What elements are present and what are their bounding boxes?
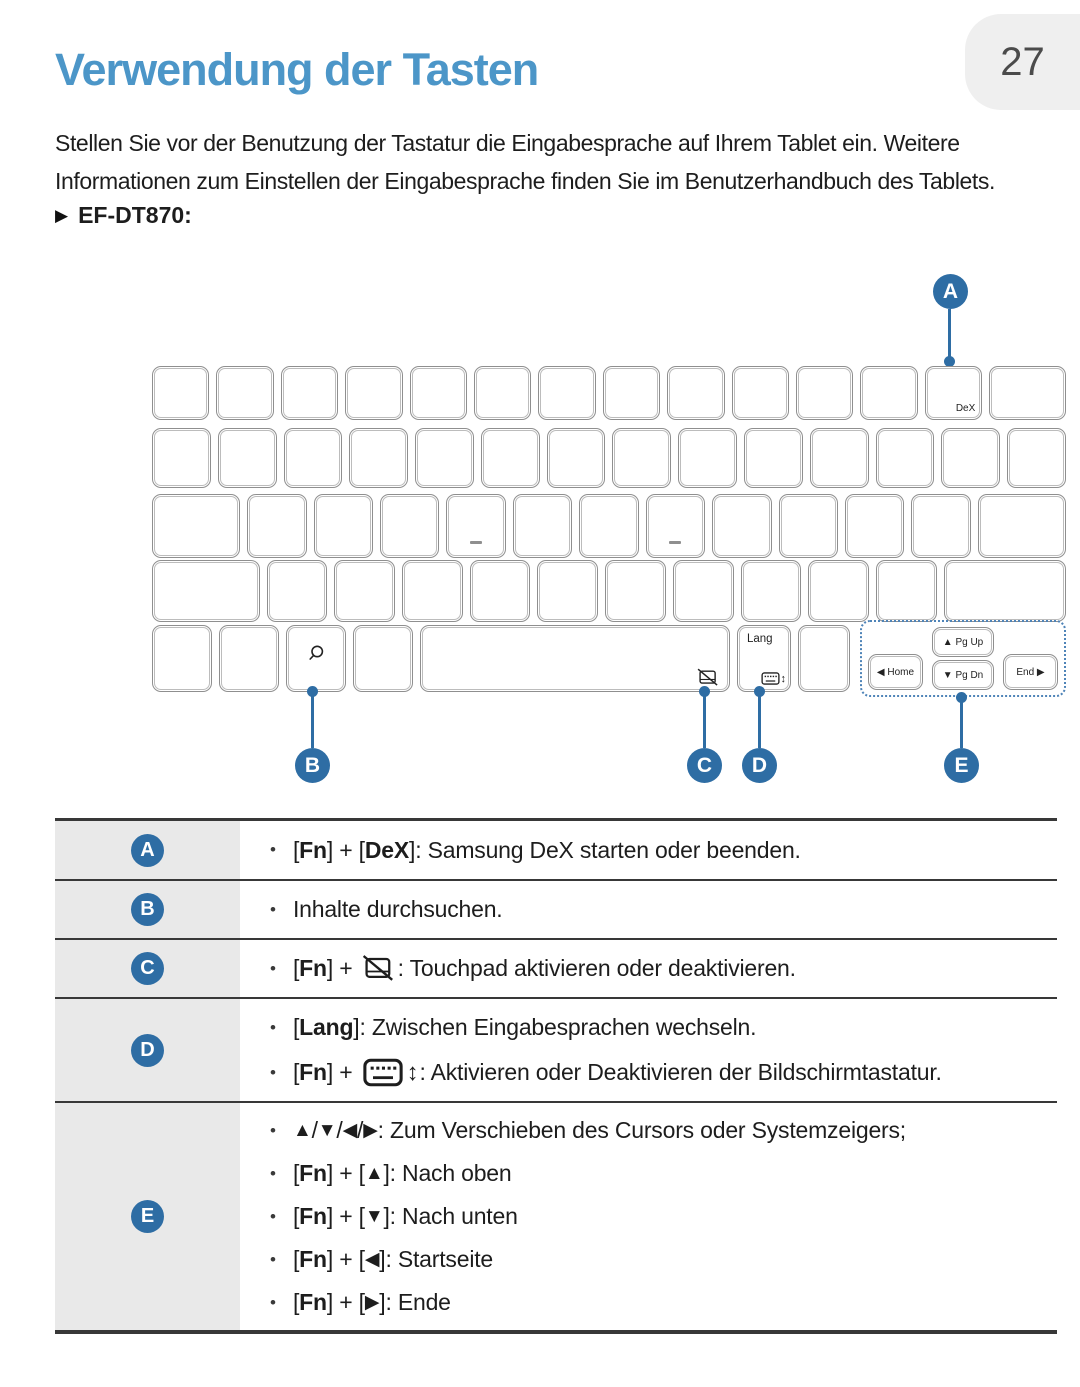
blank-key [334,560,395,622]
bullet-dot: • [270,1017,276,1037]
text-segment: ▶ [364,1292,380,1313]
model-line [55,202,192,229]
text-segment: ] + [ [326,1246,365,1272]
blank-key [470,560,531,622]
search-key [286,625,346,692]
callout-b: B [295,748,330,783]
text-segment: ▲ [364,1162,384,1184]
text-segment: Fn [299,1203,327,1229]
blank-key [808,560,869,622]
table-description-cell [240,940,1057,997]
blank-key [474,366,531,420]
pgdn-key: ▼ Pg Dn [932,660,994,690]
blank-key [446,494,505,558]
text-segment: ]: Startseite [379,1246,494,1272]
bullet-line [268,1281,1047,1324]
blank-key [732,366,789,420]
blank-key [603,366,660,420]
bullet-line [268,1005,1047,1050]
text-segment: ]: Nach oben [383,1160,512,1186]
table-description-cell [240,999,1057,1101]
blank-key [410,366,467,420]
pgup-key: ▲ Pg Up [932,627,994,657]
callout-e-line [960,699,963,748]
blank-key [579,494,638,558]
table-row-c [55,940,1057,999]
text-segment: Fn [299,955,327,981]
blank-key [605,560,666,622]
bullet-line [268,1050,1047,1095]
text-segment: / [336,1117,343,1143]
home-row-dash-mark [669,541,681,544]
text-segment: / [311,1117,318,1143]
text-segment: ▲ [292,1119,312,1141]
text-segment: [ [292,1289,300,1315]
blank-key [978,494,1066,558]
blank-key [860,366,917,420]
text-segment: ]: Nach unten [383,1203,518,1229]
table-badge-cell [55,999,240,1101]
search-icon [304,642,328,666]
bullet-dot: • [270,840,276,859]
blank-key [779,494,838,558]
table-badge-cell [55,940,240,997]
text-segment: : Aktivieren oder Deaktivieren der Bildschirmtastatur. [419,1059,942,1085]
lang-key-label: Lang [747,633,773,645]
keyboard-row-1 [152,366,1066,420]
blank-key [415,428,474,488]
home-row-dash-mark [470,541,482,544]
keyboard-row-3 [152,494,1066,558]
model-label: EF-DT870: [78,202,192,228]
blank-key [944,560,1066,622]
blank-key [152,366,209,420]
table-row-a [55,821,1057,881]
blank-key [481,428,540,488]
bullet-dot: • [270,1206,276,1226]
text-segment: [ [292,1014,300,1040]
blank-key [267,560,328,622]
text-segment: ▶ [363,1120,378,1141]
text-segment: ] + [ [326,1160,365,1186]
blank-key [810,428,869,488]
callout-b-line [311,693,314,748]
updown-arrow-glyph: ↕ [406,1058,419,1086]
bullet-dot: • [270,958,276,978]
blank-key [281,366,338,420]
onscreen-keyboard-icon [363,1057,403,1088]
text-segment: Fn [299,1289,327,1315]
text-segment: ] + [326,1059,359,1085]
text-segment: ]: Zwischen Eingabesprachen wechseln. [353,1014,757,1040]
callout-c: C [687,748,722,783]
badge-a: A [131,834,164,867]
bullet-line [268,946,1047,991]
bullet-line [268,1238,1047,1281]
bullet-line [268,1152,1047,1195]
page-number: 27 [1000,39,1045,84]
text-segment: ] + [326,955,359,981]
blank-key [513,494,572,558]
badge-c: C [131,952,164,985]
bullet-dot: • [270,1249,276,1269]
table-description-cell [240,821,1057,879]
text-segment: ] + [ [326,836,365,863]
table-row-e [55,1103,1057,1334]
text-segment: ] + [ [326,1289,365,1315]
blank-key [667,366,724,420]
text-segment: ◀ [364,1249,380,1270]
callout-d: D [742,748,777,783]
text-segment: [ [292,1160,300,1186]
blank-key [152,625,212,692]
blank-key [380,494,439,558]
table-badge-cell [55,881,240,938]
bullet-line [268,828,1047,873]
blank-key [247,494,306,558]
blank-key [152,494,240,558]
text-segment: : Touchpad aktivieren oder deaktivieren. [397,955,796,981]
blank-key [911,494,970,558]
text-segment: [ [292,1203,300,1229]
blank-key [646,494,705,558]
blank-key [284,428,343,488]
intro-line-2: Informationen zum Einstellen der Eingabesprache finden Sie im Benutzerhandbuch des Tablets. [55,168,995,194]
blank-key [402,560,463,622]
badge-e: E [131,1200,164,1233]
blank-key [796,366,853,420]
updown-arrow-glyph: ↕ [780,672,786,685]
blank-key [678,428,737,488]
text-segment: [ [292,1059,300,1085]
table-description-cell [240,1103,1057,1330]
blank-key [989,366,1066,420]
bullet-line [268,1109,1047,1152]
table-badge-cell [55,821,240,879]
onscreen-keyboard-icon [761,671,780,686]
lang-key [737,625,791,692]
blank-key [349,428,408,488]
text-segment: [ [292,1246,300,1272]
blank-key [741,560,802,622]
bullet-dot: • [270,1292,276,1312]
callout-a: A [933,274,968,309]
home-key: ◀ Home [868,654,923,690]
keyboard-diagram [0,252,1080,792]
blank-key [353,625,413,692]
text-segment: Fn [299,1059,327,1085]
blank-key [712,494,771,558]
text-segment: ▼ [317,1119,337,1141]
dex-key [925,366,982,420]
bullet-dot: • [270,1163,276,1183]
intro-paragraph [55,124,1070,200]
text-segment: [ [292,955,300,981]
blank-key [941,428,1000,488]
blank-key [798,625,850,692]
touchpad-off-icon [363,954,394,983]
blank-key [218,428,277,488]
intro-line-1: Stellen Sie vor der Benutzung der Tastatur die Eingabesprache auf Ihrem Tablet ein. Weitere [55,130,960,156]
blank-key [314,494,373,558]
blank-key [876,560,937,622]
text-segment: Inhalte durchsuchen. [292,896,503,922]
badge-d: D [131,1034,164,1067]
blank-key [537,560,598,622]
text-segment: [ [292,836,300,863]
nav-key-cluster [860,620,1066,697]
callout-d-line [758,693,761,748]
blank-key [612,428,671,488]
blank-key [345,366,402,420]
blank-key [1007,428,1066,488]
text-segment: Fn [299,836,327,863]
bullet-line [268,1195,1047,1238]
blank-key [547,428,606,488]
page-number-badge [965,14,1080,110]
text-segment: Fn [299,1246,327,1272]
bullet-dot: • [270,899,276,919]
text-segment: ▼ [364,1205,384,1227]
dex-key-label: DeX [955,403,976,414]
text-segment: ◀ [342,1120,357,1141]
keyboard-row-2 [152,428,1066,488]
touchpad-off-icon [697,668,719,687]
blank-key [845,494,904,558]
bullet-dot: • [270,1062,276,1082]
bullet-dot: • [270,1120,276,1140]
end-key: End ▶ [1003,654,1058,690]
key-function-table [55,818,1057,1334]
arrow-bullet-icon: ▶ [55,205,69,225]
blank-key [152,560,260,622]
keyboard-row-4 [152,560,1066,622]
table-row-b [55,881,1057,940]
page-title: Verwendung der Tasten [55,44,539,95]
text-segment: ]: Samsung DeX starten oder beenden. [409,836,801,863]
badge-b: B [131,893,164,926]
blank-key [219,625,279,692]
callout-a-line [948,309,951,361]
text-segment: Fn [299,1160,327,1186]
text-segment: / [357,1117,364,1143]
text-segment: Lang [299,1014,354,1040]
blank-key [538,366,595,420]
text-segment: : Zum Verschieben des Cursors oder Systemzeigers; [377,1117,906,1143]
blank-key [152,428,211,488]
table-badge-cell [55,1103,240,1330]
text-segment: ] + [ [326,1203,365,1229]
text-segment: ]: Ende [379,1289,451,1315]
blank-key [876,428,935,488]
table-description-cell [240,881,1057,938]
bullet-line [268,887,1047,932]
space-key [420,625,730,692]
callout-e: E [944,748,979,783]
table-row-d [55,999,1057,1103]
text-segment: DeX [364,836,410,863]
callout-c-line [703,693,706,748]
blank-key [673,560,734,622]
blank-key [744,428,803,488]
blank-key [216,366,273,420]
